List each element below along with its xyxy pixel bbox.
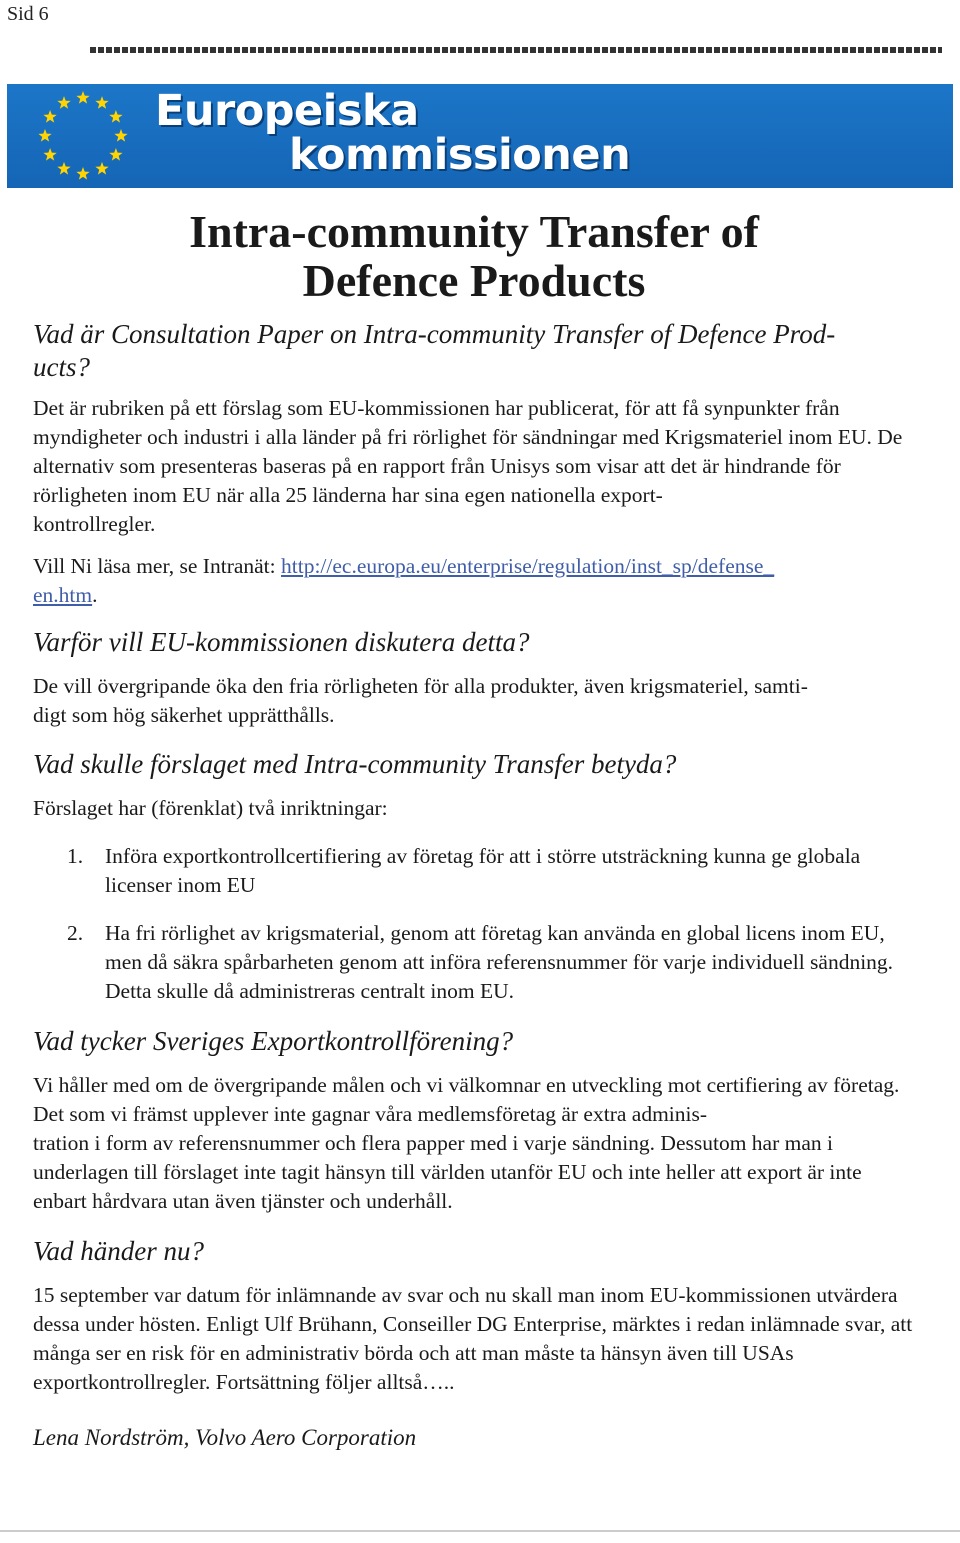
eu-star-icon bbox=[43, 110, 56, 123]
article-title-line2: Defence Products bbox=[302, 255, 646, 306]
banner-title-line1: Europeiska bbox=[155, 86, 419, 136]
section-heading-meaning: Vad skulle förslaget med Intra-community Transfer betyda? bbox=[33, 749, 677, 779]
read-more-intro: Vill Ni läsa mer, se Intranät: bbox=[33, 554, 282, 578]
eu-star-icon bbox=[114, 129, 127, 142]
read-more-end: . bbox=[92, 583, 98, 607]
eu-star-icon bbox=[57, 162, 70, 175]
commission-banner bbox=[7, 84, 953, 188]
section-body-why: De vill övergripande öka den fria rörligheten för alla produkter, även krigsmateriel, samti- digt som hög säkerhet upprätthålls. bbox=[33, 674, 808, 727]
article-body bbox=[33, 318, 918, 1453]
eu-flag-stars-icon bbox=[33, 88, 133, 184]
eu-star-icon bbox=[95, 96, 108, 109]
list-item bbox=[33, 842, 918, 900]
eu-star-icon bbox=[95, 162, 108, 175]
eu-star-icon bbox=[109, 148, 122, 161]
eu-star-icon bbox=[76, 167, 89, 180]
footer-rule bbox=[0, 1530, 960, 1532]
eu-star-icon bbox=[43, 148, 56, 161]
intranet-link[interactable]: http://ec.europa.eu/enterprise/regulation/inst_sp/defense_ en.htm bbox=[33, 554, 775, 607]
header-rule bbox=[90, 47, 942, 53]
list-item-text: Införa exportkontrollcertifiering av företag för att i större utsträckning kunna ge globala licenser inom EU bbox=[105, 844, 861, 897]
page-number-label: Sid 6 bbox=[7, 3, 49, 25]
section-heading-consultation: Vad är Consultation Paper on Intra-community Transfer of Defence Prod- ucts? bbox=[33, 319, 836, 382]
banner-title-line2: kommissionen bbox=[289, 130, 631, 180]
list-item-number: 1. bbox=[67, 844, 84, 868]
article-title-line1: Intra-community Transfer of bbox=[189, 206, 759, 257]
section-body-consultation: Det är rubriken på ett förslag som EU-kommissionen har publicerat, för att få synpunkter från myndigheter och industri i alla länder på fri rörlighet för sändningar med Krigsmateriel inom EU. De alternativ som presenteras baseras på en rapport från Unisys som visar att det är hindrande för rörligheten inom EU när alla 25 länderna har sina egen nationella export- kontrollregler. bbox=[33, 396, 903, 536]
section-body-meaning: Förslaget har (förenklat) två inriktningar: bbox=[33, 796, 388, 820]
section-heading-next: Vad händer nu? bbox=[33, 1236, 204, 1266]
list-item-text: Ha fri rörlighet av krigsmaterial, genom att företag kan använda en global licens inom EU, men då säkra spårbarheten genom att införa referensnummer för varje individuell sändning. Detta skulle då administreras centralt inom EU. bbox=[105, 921, 894, 1003]
list-item-number: 2. bbox=[67, 921, 84, 945]
proposal-list bbox=[33, 842, 918, 1006]
list-item bbox=[33, 919, 918, 1006]
section-heading-opinion: Vad tycker Sveriges Exportkontrollförening? bbox=[33, 1026, 514, 1056]
eu-star-icon bbox=[38, 129, 51, 142]
read-more-paragraph bbox=[33, 552, 918, 610]
eu-star-icon bbox=[109, 110, 122, 123]
article-title bbox=[60, 207, 888, 305]
section-body-opinion: Vi håller med om de övergripande målen och vi välkomnar en utveckling mot certifiering av företag. Det som vi främst upplever inte gagnar våra medlemsföretag är extra adminis- tration i form av referensnummer och flera papper med i varje sändning. Dessutom har man i underlagen till förslaget inte tagit hänsyn till världen utanför EU och inte heller att export är inte enbart hårdvara utan även tjänster och underhåll. bbox=[33, 1073, 900, 1213]
eu-star-icon bbox=[57, 96, 70, 109]
section-body-next: 15 september var datum för inlämnande av svar och nu skall man inom EU-kommissionen utvärdera dessa under hösten. Enligt Ulf Brühann, Conseiller DG Enterprise, märktes i redan inlämnade svar, att många ser en risk för en administrativ börda och att man måste ta hänsyn även till USAs exportkontrollregler. Fortsättning följer alltså….. bbox=[33, 1283, 913, 1394]
section-heading-why: Varför vill EU-kommissionen diskutera detta? bbox=[33, 627, 530, 657]
eu-star-icon bbox=[76, 91, 89, 104]
author-signature: Lena Nordström, Volvo Aero Corporation bbox=[33, 1425, 417, 1450]
